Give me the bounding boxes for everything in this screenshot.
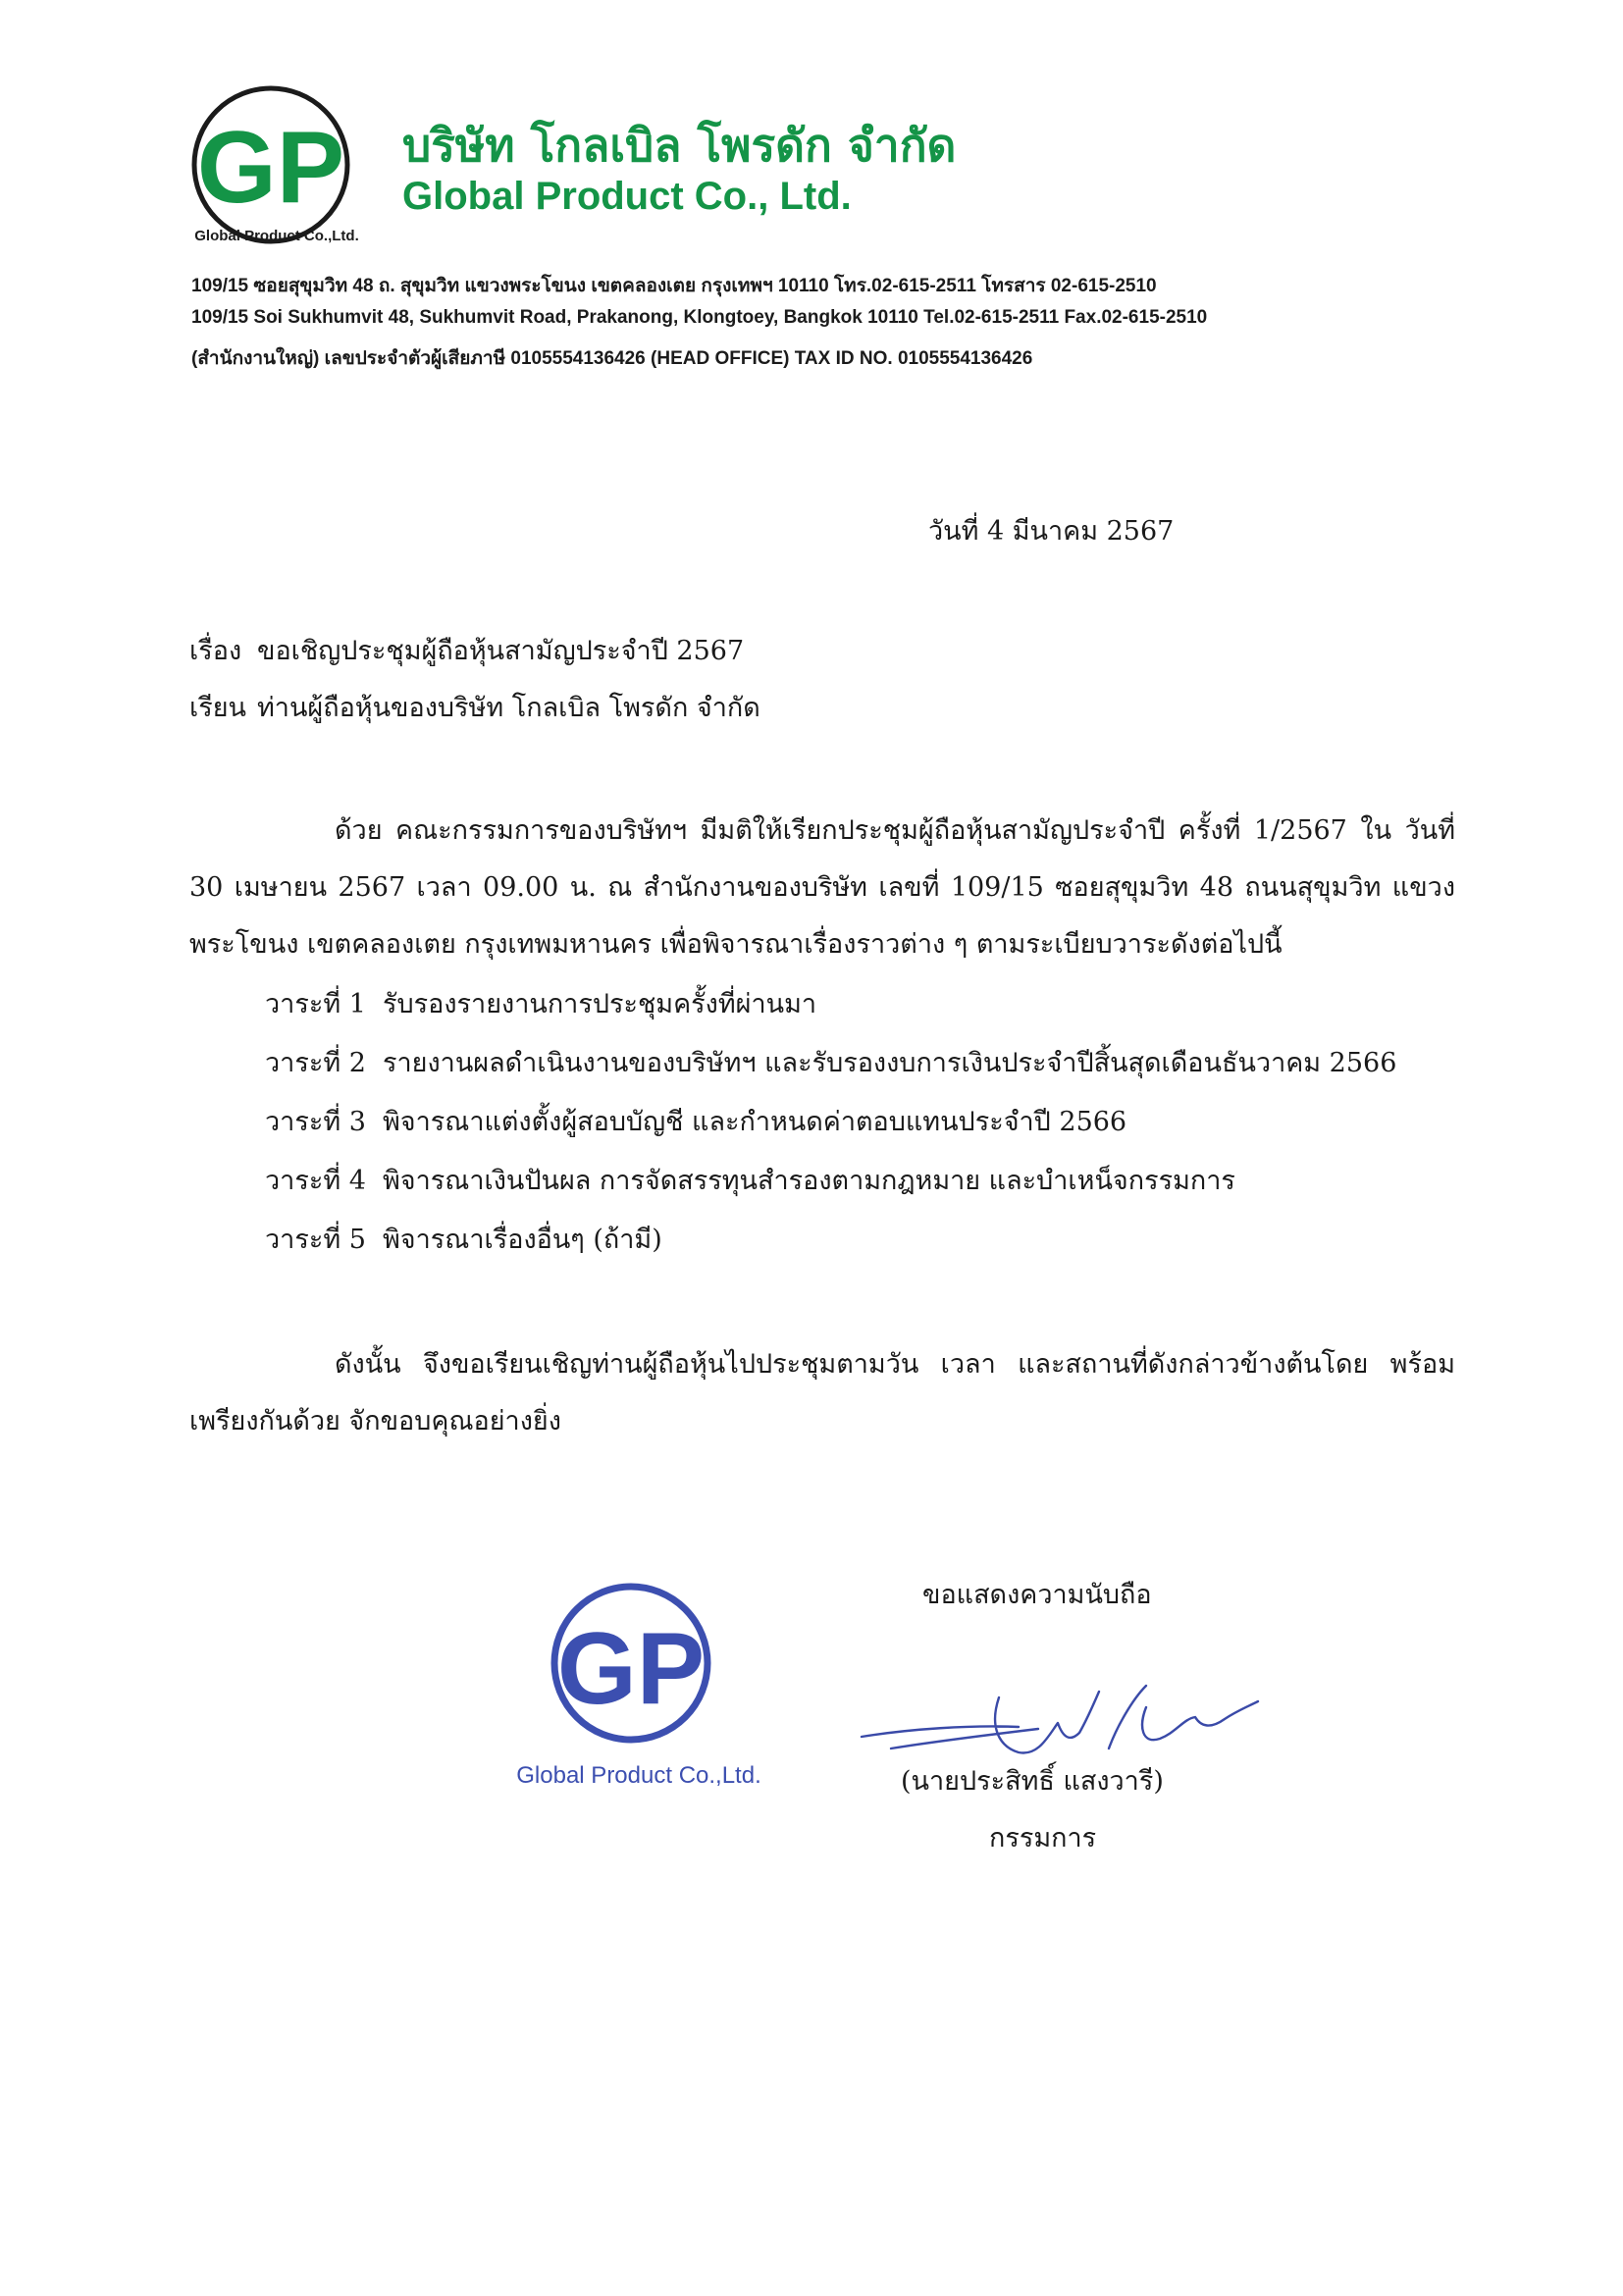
agenda-text: พิจารณาแต่งตั้งผู้สอบบัญชี และกำหนดค่าตอบแทนประจำปี 2566 (383, 1107, 1127, 1137)
signer-title: กรรมการ (989, 1823, 1097, 1853)
address-line-english: 109/15 Soi Sukhumvit 48, Sukhumvit Road, Prakanong, Klongtoey, Bangkok 10110 Tel.02-615-2511 Fax.02-615-2510 (191, 307, 1208, 328)
agenda-item-5 (265, 1225, 662, 1256)
agenda-text: รายงานผลดำเนินงานของบริษัทฯ และรับรองงบการเงินประจำปีสิ้นสุดเดือนธันวาคม 2566 (383, 1048, 1397, 1078)
agenda-number: วาระที่ 5 (265, 1225, 366, 1255)
closing-phrase: ขอแสดงความนับถือ (922, 1580, 1152, 1610)
agenda-item-1 (265, 989, 816, 1020)
logo-text: GP (196, 111, 345, 225)
agenda-number: วาระที่ 4 (265, 1166, 366, 1196)
signer-name: (นายประสิทธิ์ แสงวารี) (901, 1766, 1164, 1797)
agenda-item-4 (265, 1166, 1235, 1197)
company-name-thai: บริษัท โกลเบิล โพรดัก จำกัด (402, 119, 957, 172)
handwritten-signature (852, 1668, 1264, 1776)
subject-label: เรื่อง (189, 636, 242, 666)
closing-paragraph: ดังนั้น จึงขอเรียนเชิญท่านผู้ถือหุ้นไปประชุมตามวัน เวลา และสถานที่ดังกล่าวข้างต้นโดย พร้อมเพรียงกันด้วย จักขอบคุณอย่างยิ่ง (189, 1349, 1455, 1436)
agenda-number: วาระที่ 3 (265, 1107, 366, 1137)
agenda-number: วาระที่ 2 (265, 1048, 366, 1078)
recipient-label: เรียน (189, 693, 247, 723)
letter-date: วันที่ 4 มีนาคม 2567 (928, 516, 1175, 547)
agenda-item-3 (265, 1107, 1126, 1138)
agenda-text: รับรองรายงานการประชุมครั้งที่ผ่านมา (383, 989, 817, 1019)
logo-caption: Global Product Co.,Ltd. (194, 228, 359, 244)
agenda-text: พิจารณาเงินปันผล การจัดสรรทุนสำรองตามกฎหมาย และบำเหน็จกรรมการ (383, 1166, 1235, 1196)
company-stamp (548, 1580, 714, 1747)
tax-id-line: (สำนักงานใหญ่) เลขประจำตัวผู้เสียภาษี 0105554136426 (HEAD OFFICE) TAX ID NO. 0105554136426 (191, 348, 1033, 369)
agenda-number: วาระที่ 1 (265, 989, 366, 1019)
agenda-item-2 (265, 1048, 1396, 1079)
stamp-caption: Global Product Co.,Ltd. (516, 1762, 761, 1789)
stamp-text: GP (556, 1612, 706, 1726)
address-line-thai: 109/15 ซอยสุขุมวิท 48 ถ. สุขุมวิท แขวงพระโขนง เขตคลองเตย กรุงเทพฯ 10110 โทร.02-615-2511 โทรสาร 02-615-2510 (191, 276, 1157, 296)
recipient-text: ท่านผู้ถือหุ้นของบริษัท โกลเบิล โพรดัก จำกัด (257, 693, 760, 723)
agenda-text: พิจารณาเรื่องอื่นๆ (ถ้ามี) (383, 1225, 662, 1255)
company-name-english: Global Product Co., Ltd. (402, 175, 852, 218)
subject-text: ขอเชิญประชุมผู้ถือหุ้นสามัญประจำปี 2567 (257, 636, 745, 666)
invitation-paragraph: ด้วย คณะกรรมการของบริษัทฯ มีมติให้เรียกประชุมผู้ถือหุ้นสามัญประจำปี ครั้งที่ 1/2567 ใน วันที่ 30 เมษายน 2567 เวลา 09.00 น. ณ สำนักงานของบริษัท เลขที่ 109/15 ซอยสุขุมวิท 48 ถนนสุขุมวิท แขวงพระโขนง เขตคลองเตย กรุงเทพมหานคร เพื่อพิจารณาเรื่องราวต่าง ๆ ตามระเบียบวาระดังต่อไปนี้ (189, 815, 1455, 960)
